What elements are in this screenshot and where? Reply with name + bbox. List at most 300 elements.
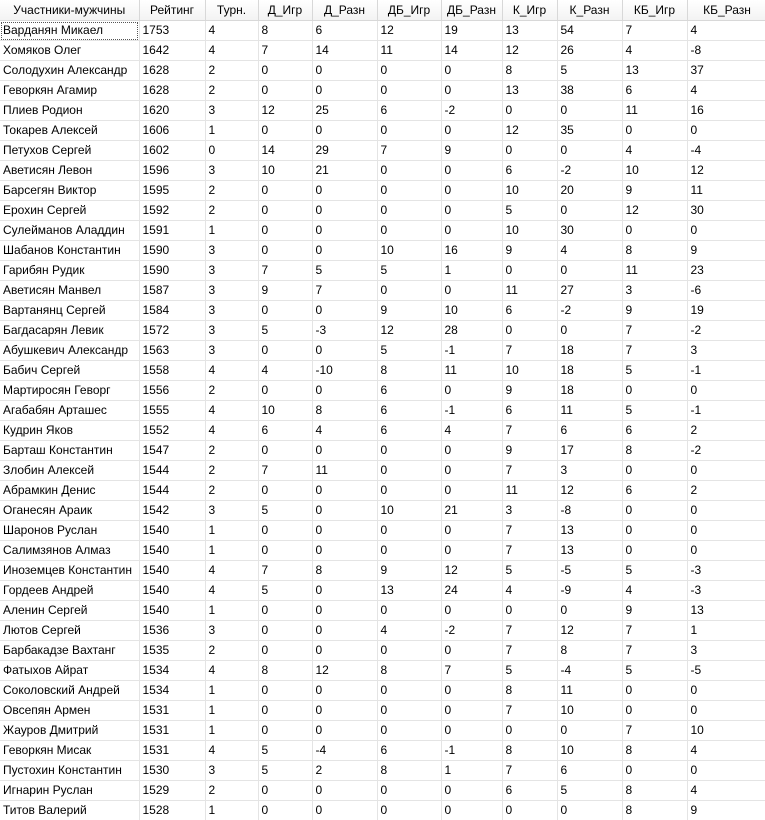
table-cell[interactable]: 0 xyxy=(258,601,312,621)
table-cell[interactable]: 30 xyxy=(687,201,765,221)
table-cell[interactable]: 1 xyxy=(205,681,258,701)
table-cell[interactable]: 9 xyxy=(502,381,557,401)
table-cell[interactable]: 3 xyxy=(205,281,258,301)
table-cell[interactable]: 1 xyxy=(205,541,258,561)
table-cell[interactable]: 0 xyxy=(312,501,377,521)
table-cell[interactable]: 1628 xyxy=(139,61,205,81)
table-cell[interactable]: 0 xyxy=(377,601,441,621)
table-cell[interactable]: 5 xyxy=(258,581,312,601)
participant-name-cell[interactable]: Титов Валерий xyxy=(0,801,139,820)
table-cell[interactable]: 8 xyxy=(622,801,687,820)
table-cell[interactable]: 4 xyxy=(622,41,687,61)
table-cell[interactable]: 8 xyxy=(557,641,622,661)
table-cell[interactable]: 7 xyxy=(377,141,441,161)
table-cell[interactable]: 0 xyxy=(557,321,622,341)
table-cell[interactable]: 1531 xyxy=(139,721,205,741)
table-cell[interactable]: 1530 xyxy=(139,761,205,781)
table-cell[interactable]: -1 xyxy=(441,341,502,361)
table-cell[interactable]: 0 xyxy=(258,521,312,541)
table-row[interactable] xyxy=(0,141,765,161)
table-cell[interactable]: 13 xyxy=(502,21,557,41)
table-cell[interactable]: 5 xyxy=(502,661,557,681)
table-cell[interactable]: 0 xyxy=(687,701,765,721)
table-row[interactable] xyxy=(0,261,765,281)
table-cell[interactable]: -10 xyxy=(312,361,377,381)
table-cell[interactable]: 1584 xyxy=(139,301,205,321)
table-cell[interactable]: 0 xyxy=(258,801,312,820)
table-cell[interactable]: 6 xyxy=(258,421,312,441)
participant-name-cell[interactable]: Шабанов Константин xyxy=(0,241,139,261)
table-cell[interactable]: 8 xyxy=(502,61,557,81)
table-cell[interactable]: 1552 xyxy=(139,421,205,441)
table-cell[interactable]: 4 xyxy=(258,361,312,381)
table-cell[interactable]: 0 xyxy=(312,521,377,541)
table-cell[interactable]: 3 xyxy=(205,761,258,781)
table-cell[interactable]: 8 xyxy=(377,361,441,381)
participant-name-cell[interactable]: Плиев Родион xyxy=(0,101,139,121)
table-cell[interactable]: 0 xyxy=(687,121,765,141)
participant-name-cell[interactable]: Овсепян Армен xyxy=(0,701,139,721)
table-cell[interactable]: 1642 xyxy=(139,41,205,61)
table-cell[interactable]: 0 xyxy=(441,381,502,401)
table-cell[interactable]: 16 xyxy=(441,241,502,261)
table-cell[interactable]: 0 xyxy=(312,781,377,801)
table-cell[interactable]: 7 xyxy=(441,661,502,681)
table-row[interactable] xyxy=(0,221,765,241)
table-cell[interactable]: -1 xyxy=(687,401,765,421)
table-cell[interactable]: 1596 xyxy=(139,161,205,181)
table-cell[interactable]: 27 xyxy=(557,281,622,301)
table-cell[interactable]: 9 xyxy=(502,441,557,461)
table-cell[interactable]: 10 xyxy=(557,701,622,721)
table-cell[interactable]: 1 xyxy=(441,261,502,281)
table-cell[interactable]: 0 xyxy=(622,681,687,701)
table-row[interactable] xyxy=(0,701,765,721)
table-cell[interactable]: 1534 xyxy=(139,661,205,681)
table-cell[interactable]: 11 xyxy=(622,261,687,281)
table-cell[interactable]: 0 xyxy=(258,781,312,801)
table-cell[interactable]: 0 xyxy=(377,61,441,81)
table-cell[interactable]: 1 xyxy=(687,621,765,641)
table-cell[interactable]: 3 xyxy=(622,281,687,301)
table-cell[interactable]: -5 xyxy=(557,561,622,581)
participant-name-cell[interactable]: Аветисян Манвел xyxy=(0,281,139,301)
table-cell[interactable]: 0 xyxy=(312,481,377,501)
table-cell[interactable]: 7 xyxy=(622,641,687,661)
participant-name-cell[interactable]: Лютов Сергей xyxy=(0,621,139,641)
table-cell[interactable]: 1591 xyxy=(139,221,205,241)
table-cell[interactable]: 7 xyxy=(502,341,557,361)
table-cell[interactable]: 5 xyxy=(557,781,622,801)
table-cell[interactable]: 0 xyxy=(502,101,557,121)
table-cell[interactable]: 26 xyxy=(557,41,622,61)
table-cell[interactable]: -1 xyxy=(441,401,502,421)
table-cell[interactable]: 12 xyxy=(441,561,502,581)
table-cell[interactable]: 6 xyxy=(377,421,441,441)
table-row[interactable] xyxy=(0,721,765,741)
table-cell[interactable]: 1544 xyxy=(139,461,205,481)
table-cell[interactable]: 7 xyxy=(502,521,557,541)
table-row[interactable] xyxy=(0,161,765,181)
table-cell[interactable]: 2 xyxy=(205,61,258,81)
table-cell[interactable]: 0 xyxy=(377,721,441,741)
table-cell[interactable]: 11 xyxy=(557,681,622,701)
table-cell[interactable]: 0 xyxy=(377,641,441,661)
table-cell[interactable]: 4 xyxy=(205,421,258,441)
table-cell[interactable]: 0 xyxy=(557,141,622,161)
column-header-3[interactable]: Д_Игр xyxy=(258,0,312,21)
table-cell[interactable]: 0 xyxy=(377,801,441,820)
table-cell[interactable]: 0 xyxy=(258,641,312,661)
participant-name-cell[interactable]: Абушкевич Александр xyxy=(0,341,139,361)
table-cell[interactable]: 2 xyxy=(205,441,258,461)
table-row[interactable] xyxy=(0,481,765,501)
table-cell[interactable]: 1540 xyxy=(139,581,205,601)
table-cell[interactable]: 0 xyxy=(377,541,441,561)
participant-name-cell[interactable]: Солодухин Александр xyxy=(0,61,139,81)
table-cell[interactable]: 6 xyxy=(502,301,557,321)
participant-name-cell[interactable]: Хомяков Олег xyxy=(0,41,139,61)
table-cell[interactable]: 10 xyxy=(502,181,557,201)
table-row[interactable] xyxy=(0,541,765,561)
table-cell[interactable]: 0 xyxy=(258,61,312,81)
table-cell[interactable]: 0 xyxy=(441,461,502,481)
participant-name-cell[interactable]: Пустохин Константин xyxy=(0,761,139,781)
table-cell[interactable]: 37 xyxy=(687,61,765,81)
table-cell[interactable]: 5 xyxy=(622,401,687,421)
table-cell[interactable]: 8 xyxy=(622,741,687,761)
table-cell[interactable]: 0 xyxy=(502,261,557,281)
table-cell[interactable]: 6 xyxy=(377,381,441,401)
table-cell[interactable]: 2 xyxy=(205,181,258,201)
table-cell[interactable]: 0 xyxy=(557,601,622,621)
table-row[interactable] xyxy=(0,401,765,421)
table-cell[interactable]: 8 xyxy=(622,241,687,261)
table-row[interactable] xyxy=(0,461,765,481)
participant-name-cell[interactable]: Иноземцев Константин xyxy=(0,561,139,581)
table-cell[interactable]: 1620 xyxy=(139,101,205,121)
table-cell[interactable]: -4 xyxy=(557,661,622,681)
table-cell[interactable]: 6 xyxy=(312,21,377,41)
table-cell[interactable]: 7 xyxy=(502,541,557,561)
table-cell[interactable]: 1 xyxy=(441,761,502,781)
table-row[interactable] xyxy=(0,441,765,461)
table-cell[interactable]: -8 xyxy=(687,41,765,61)
table-cell[interactable]: 3 xyxy=(205,501,258,521)
table-cell[interactable]: 4 xyxy=(205,581,258,601)
column-header-4[interactable]: Д_Разн xyxy=(312,0,377,21)
table-row[interactable] xyxy=(0,521,765,541)
participant-name-cell[interactable]: Аветисян Левон xyxy=(0,161,139,181)
participant-name-cell[interactable]: Гарибян Рудик xyxy=(0,261,139,281)
table-row[interactable] xyxy=(0,801,765,820)
table-cell[interactable]: 7 xyxy=(258,561,312,581)
table-cell[interactable]: 1628 xyxy=(139,81,205,101)
table-row[interactable] xyxy=(0,361,765,381)
column-header-9[interactable]: КБ_Игр xyxy=(622,0,687,21)
table-cell[interactable]: 0 xyxy=(258,201,312,221)
table-row[interactable] xyxy=(0,741,765,761)
table-cell[interactable]: 0 xyxy=(312,641,377,661)
column-header-2[interactable]: Турн. xyxy=(205,0,258,21)
table-cell[interactable]: 0 xyxy=(258,381,312,401)
table-cell[interactable]: 7 xyxy=(258,461,312,481)
table-cell[interactable]: 5 xyxy=(377,261,441,281)
table-cell[interactable]: 0 xyxy=(441,161,502,181)
table-cell[interactable]: 3 xyxy=(205,341,258,361)
table-row[interactable] xyxy=(0,121,765,141)
table-cell[interactable]: 1531 xyxy=(139,701,205,721)
table-cell[interactable]: 3 xyxy=(205,261,258,281)
table-cell[interactable]: 0 xyxy=(312,601,377,621)
table-cell[interactable]: 8 xyxy=(258,661,312,681)
table-cell[interactable]: 3 xyxy=(205,621,258,641)
table-cell[interactable]: -4 xyxy=(312,741,377,761)
table-cell[interactable]: 6 xyxy=(377,741,441,761)
table-cell[interactable]: 6 xyxy=(622,81,687,101)
participant-name-cell[interactable]: Геворкян Мисак xyxy=(0,741,139,761)
table-cell[interactable]: -2 xyxy=(687,321,765,341)
table-cell[interactable]: 0 xyxy=(687,501,765,521)
table-cell[interactable]: 9 xyxy=(377,561,441,581)
table-cell[interactable]: 13 xyxy=(622,61,687,81)
table-cell[interactable]: 6 xyxy=(377,101,441,121)
participant-name-cell[interactable]: Гордеев Андрей xyxy=(0,581,139,601)
table-cell[interactable]: 2 xyxy=(205,201,258,221)
table-cell[interactable]: -2 xyxy=(557,301,622,321)
table-cell[interactable]: 7 xyxy=(622,721,687,741)
table-cell[interactable]: 7 xyxy=(622,321,687,341)
table-row[interactable] xyxy=(0,641,765,661)
table-cell[interactable]: 9 xyxy=(377,301,441,321)
table-cell[interactable]: 0 xyxy=(377,81,441,101)
participant-name-cell[interactable]: Злобин Алексей xyxy=(0,461,139,481)
table-cell[interactable]: 0 xyxy=(502,721,557,741)
table-cell[interactable]: 54 xyxy=(557,21,622,41)
table-cell[interactable]: 0 xyxy=(377,281,441,301)
table-cell[interactable]: 13 xyxy=(687,601,765,621)
table-cell[interactable]: 10 xyxy=(258,401,312,421)
participant-name-cell[interactable]: Барташ Константин xyxy=(0,441,139,461)
table-cell[interactable]: 10 xyxy=(377,241,441,261)
table-cell[interactable]: 0 xyxy=(377,161,441,181)
table-cell[interactable]: 1529 xyxy=(139,781,205,801)
table-cell[interactable]: -2 xyxy=(441,101,502,121)
table-cell[interactable]: 8 xyxy=(377,661,441,681)
participant-name-cell[interactable]: Агабабян Арташес xyxy=(0,401,139,421)
table-cell[interactable]: 11 xyxy=(687,181,765,201)
table-cell[interactable]: 1547 xyxy=(139,441,205,461)
table-cell[interactable]: 7 xyxy=(502,701,557,721)
table-cell[interactable]: 3 xyxy=(205,241,258,261)
table-cell[interactable]: -3 xyxy=(687,581,765,601)
table-row[interactable] xyxy=(0,561,765,581)
table-cell[interactable]: 8 xyxy=(312,401,377,421)
table-cell[interactable]: 10 xyxy=(258,161,312,181)
table-cell[interactable]: 0 xyxy=(377,461,441,481)
table-cell[interactable]: 12 xyxy=(557,621,622,641)
table-cell[interactable]: 0 xyxy=(377,701,441,721)
table-cell[interactable]: 18 xyxy=(557,341,622,361)
table-cell[interactable]: 23 xyxy=(687,261,765,281)
table-cell[interactable]: 0 xyxy=(622,701,687,721)
table-cell[interactable]: 0 xyxy=(258,301,312,321)
table-row[interactable] xyxy=(0,621,765,641)
column-header-0[interactable]: Участники-мужчины xyxy=(0,0,139,21)
participant-name-cell[interactable]: Кудрин Яков xyxy=(0,421,139,441)
table-cell[interactable]: -9 xyxy=(557,581,622,601)
table-cell[interactable]: 18 xyxy=(557,381,622,401)
table-cell[interactable]: 1556 xyxy=(139,381,205,401)
table-cell[interactable]: 5 xyxy=(258,741,312,761)
table-row[interactable] xyxy=(0,681,765,701)
table-cell[interactable]: 9 xyxy=(502,241,557,261)
table-cell[interactable]: 1531 xyxy=(139,741,205,761)
column-header-10[interactable]: КБ_Разн xyxy=(687,0,765,21)
table-cell[interactable]: 13 xyxy=(557,541,622,561)
participant-name-cell[interactable]: Жауров Дмитрий xyxy=(0,721,139,741)
table-cell[interactable]: 0 xyxy=(622,221,687,241)
participant-name-cell[interactable]: Барсегян Виктор xyxy=(0,181,139,201)
table-cell[interactable]: 0 xyxy=(258,621,312,641)
table-cell[interactable]: 29 xyxy=(312,141,377,161)
table-cell[interactable]: 4 xyxy=(687,781,765,801)
table-cell[interactable]: 2 xyxy=(205,381,258,401)
table-cell[interactable]: 8 xyxy=(622,781,687,801)
table-cell[interactable]: 0 xyxy=(258,681,312,701)
table-cell[interactable]: 10 xyxy=(441,301,502,321)
table-cell[interactable]: 2 xyxy=(312,761,377,781)
table-cell[interactable]: 0 xyxy=(312,721,377,741)
table-cell[interactable]: 6 xyxy=(557,421,622,441)
table-cell[interactable]: 0 xyxy=(441,521,502,541)
table-cell[interactable]: 0 xyxy=(441,601,502,621)
table-cell[interactable]: 0 xyxy=(258,121,312,141)
participant-name-cell[interactable]: Ерохин Сергей xyxy=(0,201,139,221)
table-cell[interactable]: 2 xyxy=(205,781,258,801)
table-cell[interactable]: 5 xyxy=(258,761,312,781)
table-cell[interactable]: 3 xyxy=(557,461,622,481)
table-cell[interactable]: 9 xyxy=(258,281,312,301)
table-cell[interactable]: 6 xyxy=(622,481,687,501)
table-cell[interactable]: 8 xyxy=(502,741,557,761)
participant-name-cell[interactable]: Шаронов Руслан xyxy=(0,521,139,541)
table-cell[interactable]: 0 xyxy=(557,261,622,281)
table-cell[interactable]: 0 xyxy=(312,441,377,461)
table-row[interactable] xyxy=(0,241,765,261)
table-cell[interactable]: 12 xyxy=(557,481,622,501)
table-cell[interactable]: 2 xyxy=(205,641,258,661)
table-cell[interactable]: 1528 xyxy=(139,801,205,820)
table-cell[interactable]: 4 xyxy=(205,361,258,381)
table-cell[interactable]: 0 xyxy=(312,301,377,321)
table-cell[interactable]: 1540 xyxy=(139,541,205,561)
table-cell[interactable]: 12 xyxy=(687,161,765,181)
table-cell[interactable]: 0 xyxy=(312,381,377,401)
table-cell[interactable]: 1 xyxy=(205,601,258,621)
table-cell[interactable]: 4 xyxy=(205,21,258,41)
table-row[interactable] xyxy=(0,41,765,61)
table-cell[interactable]: -8 xyxy=(557,501,622,521)
table-cell[interactable]: 0 xyxy=(441,181,502,201)
table-cell[interactable]: 13 xyxy=(502,81,557,101)
table-cell[interactable]: 1540 xyxy=(139,561,205,581)
table-cell[interactable]: 4 xyxy=(205,41,258,61)
table-cell[interactable]: 3 xyxy=(687,341,765,361)
table-cell[interactable]: 19 xyxy=(441,21,502,41)
table-cell[interactable]: 0 xyxy=(312,701,377,721)
table-cell[interactable]: 10 xyxy=(502,221,557,241)
table-cell[interactable]: 10 xyxy=(687,721,765,741)
table-row[interactable] xyxy=(0,501,765,521)
table-cell[interactable]: 5 xyxy=(622,561,687,581)
table-cell[interactable]: 0 xyxy=(441,481,502,501)
table-cell[interactable]: 0 xyxy=(258,721,312,741)
table-cell[interactable]: 0 xyxy=(377,121,441,141)
table-cell[interactable]: 35 xyxy=(557,121,622,141)
table-cell[interactable]: 0 xyxy=(622,381,687,401)
table-cell[interactable]: 0 xyxy=(258,241,312,261)
table-row[interactable] xyxy=(0,781,765,801)
table-cell[interactable]: 0 xyxy=(377,201,441,221)
table-cell[interactable]: 0 xyxy=(687,541,765,561)
table-cell[interactable]: 0 xyxy=(312,801,377,820)
table-cell[interactable]: 3 xyxy=(502,501,557,521)
table-cell[interactable]: 1 xyxy=(205,721,258,741)
participant-name-cell[interactable]: Петухов Сергей xyxy=(0,141,139,161)
table-cell[interactable]: 10 xyxy=(377,501,441,521)
table-row[interactable] xyxy=(0,581,765,601)
table-cell[interactable]: 0 xyxy=(312,621,377,641)
table-cell[interactable]: 2 xyxy=(205,481,258,501)
table-cell[interactable]: 1606 xyxy=(139,121,205,141)
table-cell[interactable]: 2 xyxy=(687,421,765,441)
table-cell[interactable]: 12 xyxy=(622,201,687,221)
table-cell[interactable]: 5 xyxy=(502,561,557,581)
column-header-5[interactable]: ДБ_Игр xyxy=(377,0,441,21)
table-cell[interactable]: 7 xyxy=(258,261,312,281)
table-cell[interactable]: 7 xyxy=(502,621,557,641)
column-header-1[interactable]: Рейтинг xyxy=(139,0,205,21)
table-row[interactable] xyxy=(0,181,765,201)
table-cell[interactable]: 0 xyxy=(622,461,687,481)
participant-name-cell[interactable]: Геворкян Агамир xyxy=(0,81,139,101)
table-cell[interactable]: 12 xyxy=(377,21,441,41)
table-cell[interactable]: 0 xyxy=(441,221,502,241)
table-cell[interactable]: 8 xyxy=(622,441,687,461)
table-cell[interactable]: 8 xyxy=(377,761,441,781)
table-cell[interactable]: 0 xyxy=(258,701,312,721)
participant-name-cell[interactable]: Сулейманов Аладдин xyxy=(0,221,139,241)
table-cell[interactable]: 0 xyxy=(502,601,557,621)
table-cell[interactable]: 1 xyxy=(205,521,258,541)
table-cell[interactable]: 0 xyxy=(557,101,622,121)
participant-name-cell[interactable]: Фатыхов Айрат xyxy=(0,661,139,681)
table-cell[interactable]: 4 xyxy=(441,421,502,441)
table-cell[interactable]: 4 xyxy=(687,81,765,101)
table-row[interactable] xyxy=(0,61,765,81)
table-cell[interactable]: -1 xyxy=(687,361,765,381)
table-cell[interactable]: 1595 xyxy=(139,181,205,201)
table-cell[interactable]: 2 xyxy=(687,481,765,501)
table-cell[interactable]: 0 xyxy=(687,381,765,401)
table-cell[interactable]: 3 xyxy=(205,321,258,341)
participant-name-cell[interactable]: Аленин Сергей xyxy=(0,601,139,621)
table-cell[interactable]: 0 xyxy=(312,241,377,261)
table-cell[interactable]: 0 xyxy=(258,81,312,101)
table-cell[interactable]: -6 xyxy=(687,281,765,301)
table-cell[interactable]: 7 xyxy=(502,641,557,661)
